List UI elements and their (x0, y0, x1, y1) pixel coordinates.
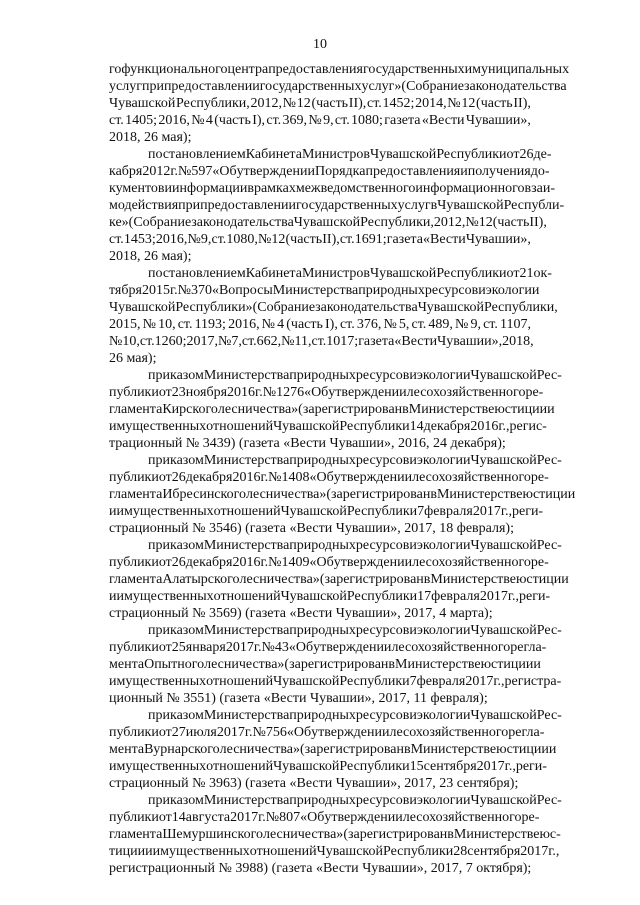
text-line: ке» (Собрание законодательства Чувашской Республики, 2012, № 12 (часть II), (109, 215, 547, 230)
text-line: имущественных отношений Чувашской Республики 7 февраля 2017 г., регистра- (109, 674, 562, 689)
paragraph (109, 146, 565, 265)
text-line: 2018, 26 мая); (109, 130, 192, 145)
paragraph (109, 622, 562, 707)
text-line: страционный № 3546) (газета «Вести Чувашии», 2017, 18 февраля); (109, 521, 514, 536)
text-line: мента Опытного лесничества» (зарегистрирован в Министерстве юстиции и (109, 657, 541, 672)
paragraph (109, 792, 562, 877)
text-line: имущественных отношений Чувашской Республики 15 сентября 2017 г., реги- (109, 759, 547, 774)
text-line: приказом Министерства природных ресурсов и экологии Чувашской Рес- (148, 538, 562, 553)
text-line: мента Вурнарского лесничества» (зарегистрирован в Министерстве юстиции и (109, 742, 557, 757)
text-line: ционный № 3551) (газета «Вести Чувашии», 2017, 11 февраля); (109, 691, 488, 706)
text-line: регистрационный № 3988) (газета «Вести Чувашии», 2017, 7 октября); (109, 861, 532, 876)
paragraph (109, 265, 558, 367)
text-line: приказом Министерства природных ресурсов и экологии Чувашской Рес- (148, 623, 562, 638)
text-line: 26 мая); (109, 351, 157, 366)
text-line: гофункционального центра предоставления государственных и муниципальных (109, 62, 570, 77)
text-line: публики от 26 декабря 2016 г. № 1409 «Об утверждении лесохозяйственного ре- (109, 555, 549, 570)
text-line: гламента Кирского лесничества» (зарегистрирован в Министерстве юстиции и (109, 402, 555, 417)
text-line: постановлением Кабинета Министров Чувашской Республики от 26 де- (148, 147, 552, 162)
text-line: страционный № 3569) (газета «Вести Чувашии», 2017, 4 марта); (109, 606, 493, 621)
text-line: 2018, 26 мая); (109, 249, 192, 264)
text-line: ст. 1405; 2016, № 4 (часть I), ст. 369, № 9, ст. 1080; газета «Вести Чувашии», (109, 113, 531, 128)
text-line: постановлением Кабинета Министров Чувашской Республики от 21 ок- (148, 266, 552, 281)
text-line: Чувашской Республики, 2012, № 12 (часть II), ст. 1452; 2014, № 12 (часть II), (109, 96, 531, 111)
text-line: публики от 25 января 2017 г. № 43 «Об утверждении лесохозяйственного регла- (109, 640, 547, 655)
text-line: приказом Министерства природных ресурсов и экологии Чувашской Рес- (148, 708, 562, 723)
text-line: № 10, ст. 1260; 2017, № 7, ст. 662, № 11, ст. 1017; газета «Вести Чувашии», 2018, (109, 334, 534, 349)
text-line: модействия при предоставлении государственных услуг в Чувашской Республи- (109, 198, 565, 213)
text-line: кументов и информации в рамках межведомственного информационного взаи- (109, 181, 556, 196)
paragraph (109, 61, 570, 146)
text-line: гламента Ибресинского лесничества» (зарегистрирован в Министерстве юстиции (109, 487, 576, 502)
text-line: приказом Министерства природных ресурсов и экологии Чувашской Рес- (148, 453, 562, 468)
text-line: кабря 2012 г. № 597 «Об утверждении Порядка предоставления и получения до- (109, 164, 550, 179)
text-line: страционный № 3963) (газета «Вести Чувашии», 2017, 23 сентября); (109, 776, 519, 791)
text-line: ст. 1453; 2016, № 9, ст. 1080, № 12 (часть II), ст. 1691; газета «Вести Чувашии», (109, 232, 531, 247)
text-line: и имущественных отношений Чувашской Республики 7 февраля 2017 г., реги- (109, 504, 544, 519)
text-line: и имущественных отношений Чувашской Республики 17 февраля 2017 г., реги- (109, 589, 551, 604)
text-line: Чувашской Республики» (Собрание законодательства Чувашской Республики, (109, 300, 558, 315)
text-line: гламента Шемуршинского лесничества» (зарегистрирован в Министерстве юс- (109, 827, 561, 842)
paragraph (109, 707, 562, 792)
text-line: приказом Министерства природных ресурсов и экологии Чувашской Рес- (148, 368, 562, 383)
paragraph (109, 452, 576, 537)
text-line: трационный № 3439) (газета «Вести Чувашии», 2016, 24 декабря); (109, 436, 506, 451)
text-line: публики от 26 декабря 2016 г. № 1408 «Об утверждении лесохозяйственного ре- (109, 470, 549, 485)
text-line: 2015, № 10, ст. 1193; 2016, № 4 (часть I), ст. 376, № 5, ст. 489, № 9, ст. 1107, (109, 317, 531, 332)
text-line: публики от 14 августа 2017 г. № 807 «Об утверждении лесохозяйственного ре- (109, 810, 540, 825)
text-line: приказом Министерства природных ресурсов и экологии Чувашской Рес- (148, 793, 562, 808)
text-line: публики от 27 июля 2017 г. № 756 «Об утверждении лесохозяйственного регла- (109, 725, 545, 740)
page-number: 10 (313, 37, 327, 52)
text-line: услуг при предоставлении государственных услуг» (Собрание законодательства (109, 79, 567, 94)
text-line: тиции и имущественных отношений Чувашской Республики 28 сентября 2017 г., (109, 844, 560, 859)
text-line: гламента Алатырского лесничества» (зарегистрирован в Министерстве юстиции (109, 572, 569, 587)
document-body (109, 61, 576, 877)
text-line: имущественных отношений Чувашской Республики 14 декабря 2016 г., регис- (109, 419, 547, 434)
paragraph (109, 537, 569, 622)
text-line: тября 2015 г. № 370 «Вопросы Министерства природных ресурсов и экологии (109, 283, 540, 298)
paragraph (109, 367, 562, 452)
text-line: публики от 23 ноября 2016 г. № 1276 «Об утверждении лесохозяйственного ре- (109, 385, 544, 400)
